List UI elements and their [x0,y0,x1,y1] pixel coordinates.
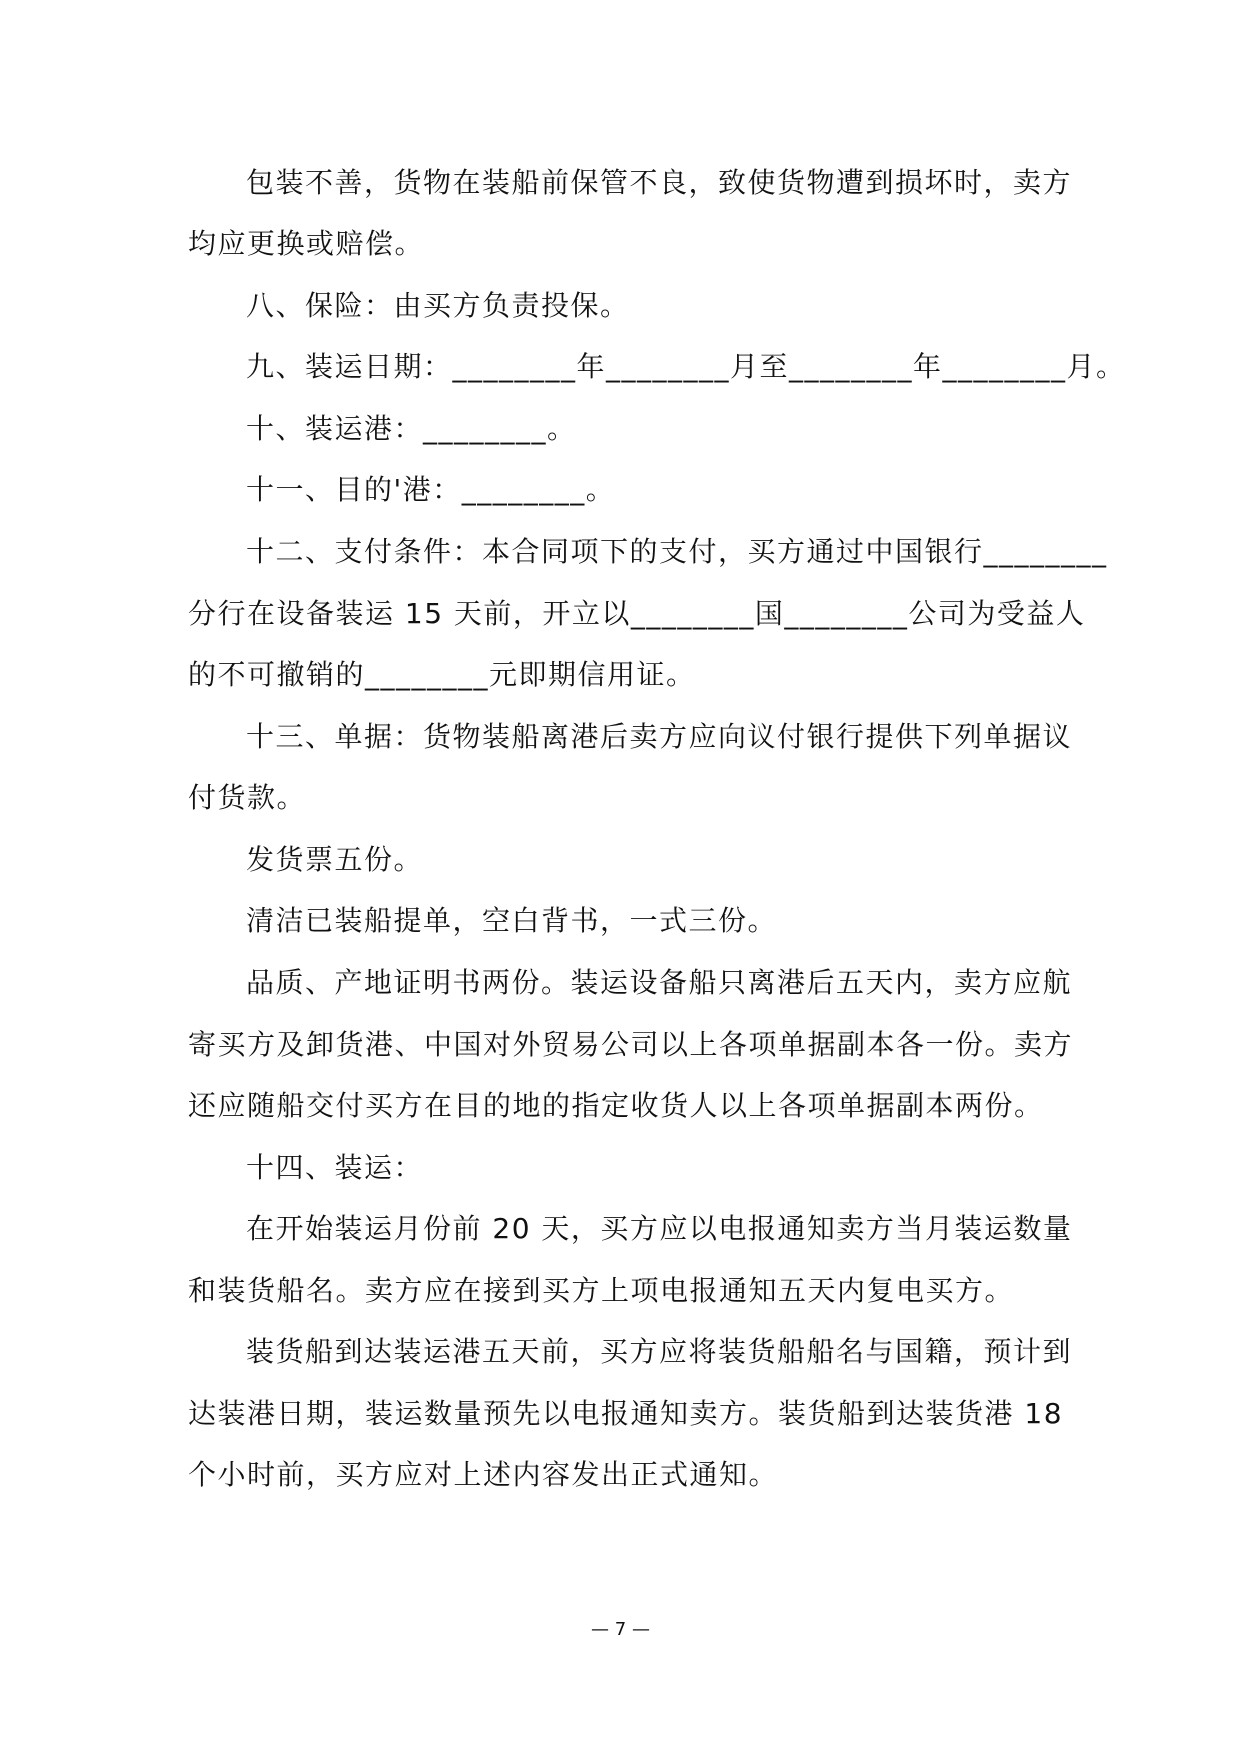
section-port-of-loading: 十、装运港：________。 [246,412,577,445]
document-item-certificates: 品质、产地证明书两份。装运设备船只离港后五天内，卖方应航 [246,966,1073,999]
section-shipment-date: 九、装运日期：________年________月至________年________月。 [246,350,1126,383]
paragraph-line: 达装港日期，装运数量预先以电报通知卖方。装货船到达装货港 18 [188,1397,1064,1430]
paragraph-line: 均应更换或赔偿。 [188,227,425,260]
paragraph-line: 的不可撤销的________元即期信用证。 [188,658,696,691]
page-number: — 7 — [591,1619,650,1640]
section-shipment: 十四、装运： [246,1151,424,1184]
paragraph-line: 分行在设备装运 15 天前，开立以________国________公司为受益人 [188,597,1086,630]
paragraph-line: 和装货船名。卖方应在接到买方上项电报通知五天内复电买方。 [188,1274,1015,1307]
paragraph-line: 付货款。 [188,781,307,814]
section-heading-insurance: 八、保险：由买方负责投保。 [246,289,630,322]
paragraph-line: 包装不善，货物在装船前保管不良，致使货物遭到损坏时，卖方 [246,166,1073,199]
document-item-invoice: 发货票五份。 [246,843,424,876]
document-item-bill-of-lading: 清洁已装船提单，空白背书，一式三份。 [246,904,778,937]
paragraph-line: 在开始装运月份前 20 天，买方应以电报通知卖方当月装运数量 [246,1212,1073,1245]
section-documents: 十三、单据：货物装船离港后卖方应向议付银行提供下列单据议 [246,720,1073,753]
section-payment-terms: 十二、支付条件：本合同项下的支付，买方通过中国银行________ [246,535,1108,568]
paragraph-line: 还应随船交付买方在目的地的指定收货人以上各项单据副本两份。 [188,1089,1044,1122]
paragraph-line: 装货船到达装运港五天前，买方应将装货船船名与国籍，预计到 [246,1335,1073,1368]
section-port-of-destination: 十一、目的'港：________。 [246,473,616,506]
paragraph-line: 寄买方及卸货港、中国对外贸易公司以上各项单据副本各一份。卖方 [188,1028,1074,1061]
paragraph-line: 个小时前，买方应对上述内容发出正式通知。 [188,1458,779,1491]
